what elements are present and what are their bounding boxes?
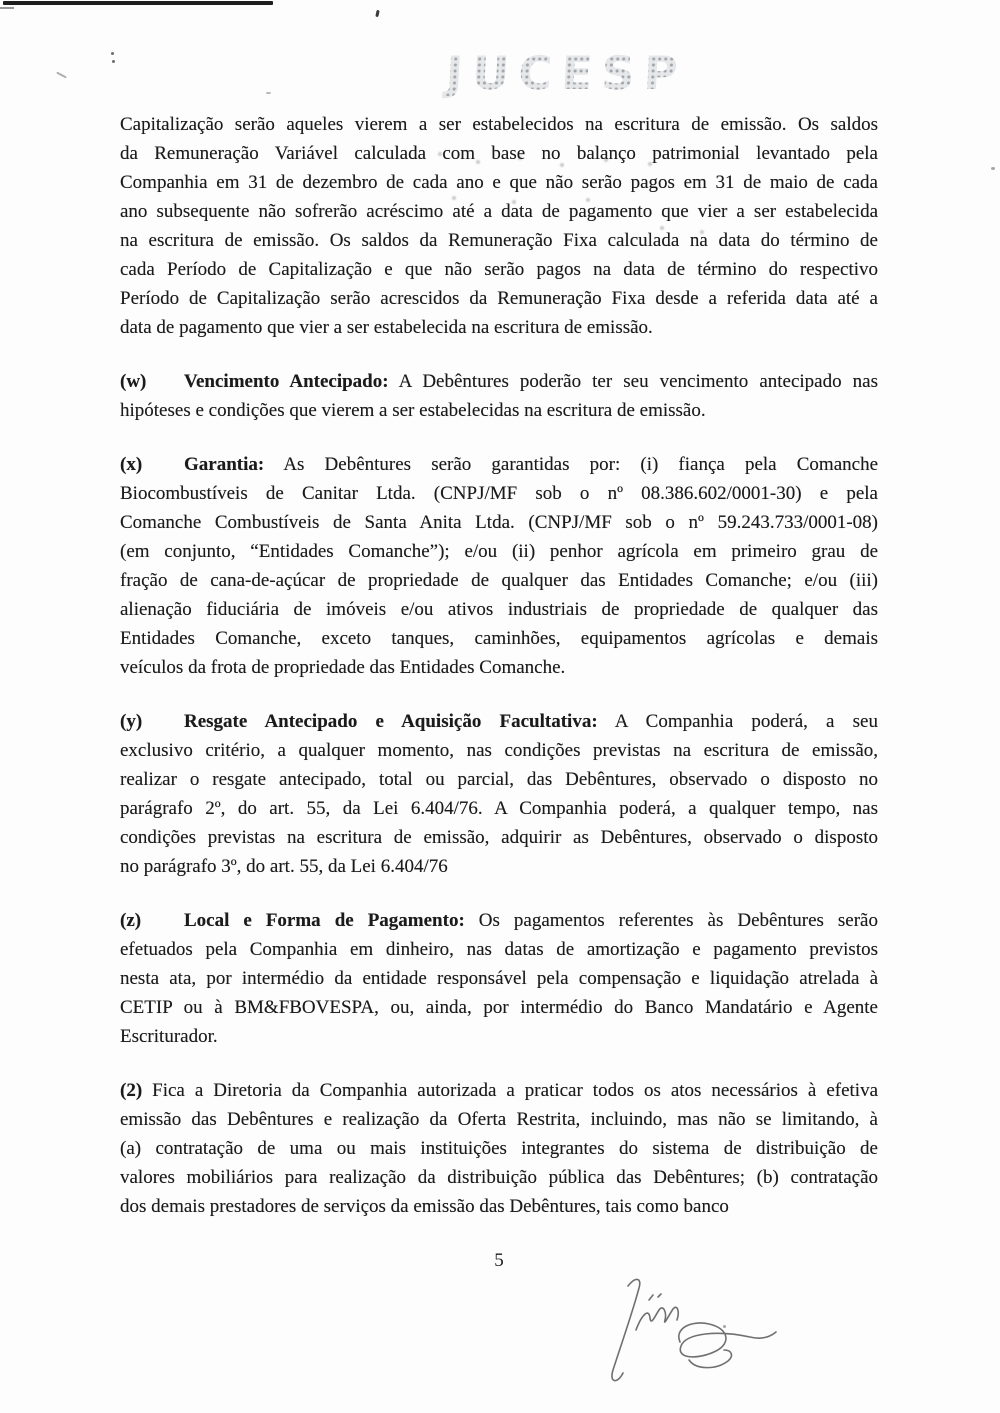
text-line: realizar o resgate antecipado, total ou parcial, das Debêntures, observado o disposto no (120, 769, 878, 790)
text-line: nesta ata, por intermédio da entidade responsável pela compensação e liquidação atrelada à (120, 968, 878, 989)
text-line: veículos da frota de propriedade das Entidades Comanche. (120, 657, 566, 678)
paragraph-heading: Vencimento Antecipado: (184, 371, 389, 392)
page-number: 5 (494, 1250, 504, 1271)
scan-speck (111, 52, 114, 55)
handwritten-signature (592, 1270, 802, 1390)
text-line: Biocombustíveis de Canitar Ltda. (CNPJ/MF sob o nº 08.386.602/0001-30) e pela (120, 483, 878, 504)
paragraph (120, 450, 878, 682)
paragraph-heading: Local e Forma de Pagamento: (184, 910, 465, 931)
text-line: parágrafo 2º, do art. 55, da Lei 6.404/76. A Companhia poderá, a qualquer tempo, nas (120, 798, 878, 819)
text-line: Período de Capitalização serão acrescidos da Remuneração Fixa desde a referida data até a (120, 288, 878, 309)
text-line: (2) Fica a Diretoria da Companhia autorizada a praticar todos os atos necessários à efetiva (120, 1080, 878, 1101)
text-line: (w) Vencimento Antecipado: A Debêntures poderão ter seu vencimento antecipado nas (120, 367, 878, 396)
text-line: condições previstas na escritura de emissão, adquirir as Debêntures, observado o disposto (120, 827, 878, 848)
paragraph-label: (2) (120, 1080, 143, 1101)
scan-speck (266, 92, 271, 94)
text-line: dos demais prestadores de serviços da emissão das Debêntures, tais como banco (120, 1196, 729, 1217)
text-line: (em conjunto, “Entidades Comanche”); e/ou (ii) penhor agrícola em primeiro grau de (120, 541, 878, 562)
scan-speck (375, 10, 379, 17)
text-line: hipóteses e condições que vierem a ser estabelecidas na escritura de emissão. (120, 400, 706, 421)
text-line: fração de cana-de-açúcar de propriedade de qualquer das Entidades Comanche; e/ou (iii) (120, 570, 878, 591)
paragraph (120, 110, 878, 342)
text-line: Capitalização serão aqueles vierem a ser estabelecidos na escritura de emissão. Os saldos (120, 114, 878, 135)
text-line: Escriturador. (120, 1026, 218, 1047)
jucesp-stamp: JUCESP (444, 46, 688, 100)
scan-speck (56, 72, 67, 79)
text-line: efetuados pela Companhia em dinheiro, nas datas de amortização e pagamento previstos (120, 939, 878, 960)
text-line: CETIP ou à BM&FBOVESPA, ou, ainda, por intermédio do Banco Mandatário e Agente (120, 997, 878, 1018)
paragraph (120, 1076, 878, 1221)
scan-speck (723, 1325, 726, 1328)
text-line: (a) contratação de uma ou mais instituições integrantes do sistema de distribuição de (120, 1138, 878, 1159)
text-line: alienação fiduciária de imóveis e/ou ativos industriais de propriedade de qualquer das (120, 599, 878, 620)
paragraph (120, 906, 878, 1051)
text-line: na escritura de emissão. Os saldos da Remuneração Fixa calculada na data do término de (120, 230, 878, 251)
text-line: Entidades Comanche, exceto tanques, caminhões, equipamentos agrícolas e demais (120, 628, 878, 649)
text-line: (y) Resgate Antecipado e Aquisição Facultativa: A Companhia poderá, a seu (120, 707, 878, 736)
paragraph (120, 707, 878, 881)
scan-speck (991, 167, 995, 170)
text-line: exclusivo critério, a qualquer momento, nas condições previstas na escritura de emissão, (120, 740, 878, 761)
text-line: emissão das Debêntures e realização da Oferta Restrita, incluindo, mas não se limitando, à (120, 1109, 878, 1130)
paragraph-heading: Garantia: (184, 454, 265, 475)
paragraph-heading: Resgate Antecipado e Aquisição Facultativa: (184, 711, 598, 732)
text-line: Companhia em 31 de dezembro de cada ano e que não serão pagos em 31 de maio de cada (120, 172, 878, 193)
text-line: data de pagamento que vier a ser estabelecida na escritura de emissão. (120, 317, 653, 338)
text-line: no parágrafo 3º, do art. 55, da Lei 6.404/76 (120, 856, 448, 877)
paragraphs (120, 110, 878, 1246)
scan-edge-artifact (3, 1, 273, 5)
paragraph-label: (z) (120, 910, 142, 931)
paragraph-label: (y) (120, 711, 143, 732)
text-line: (x) Garantia: As Debêntures serão garantidas por: (i) fiança pela Comanche (120, 450, 878, 479)
text-line: cada Período de Capitalização e que não serão pagos na data de término do respectivo (120, 259, 878, 280)
text-line: valores mobiliários para realização da distribuição pública das Debêntures; (b) contratação (120, 1167, 878, 1188)
text-line: da Remuneração Variável calculada com base no balanço patrimonial levantado pela (120, 143, 878, 164)
paragraph-label: (w) (120, 371, 147, 392)
paragraph-label: (x) (120, 454, 143, 475)
paragraph (120, 367, 878, 425)
scan-speck (112, 60, 115, 63)
text-line: Comanche Combustíveis de Santa Anita Ltda. (CNPJ/MF sob o nº 59.243.733/0001-08) (120, 512, 878, 533)
text-line: (z) Local e Forma de Pagamento: Os pagamentos referentes às Debêntures serão (120, 906, 878, 935)
scan-edge-artifact (0, 7, 14, 9)
text-line: ano subsequente não sofrerão acréscimo até a data de pagamento que vier a ser estabelecida (120, 201, 878, 222)
